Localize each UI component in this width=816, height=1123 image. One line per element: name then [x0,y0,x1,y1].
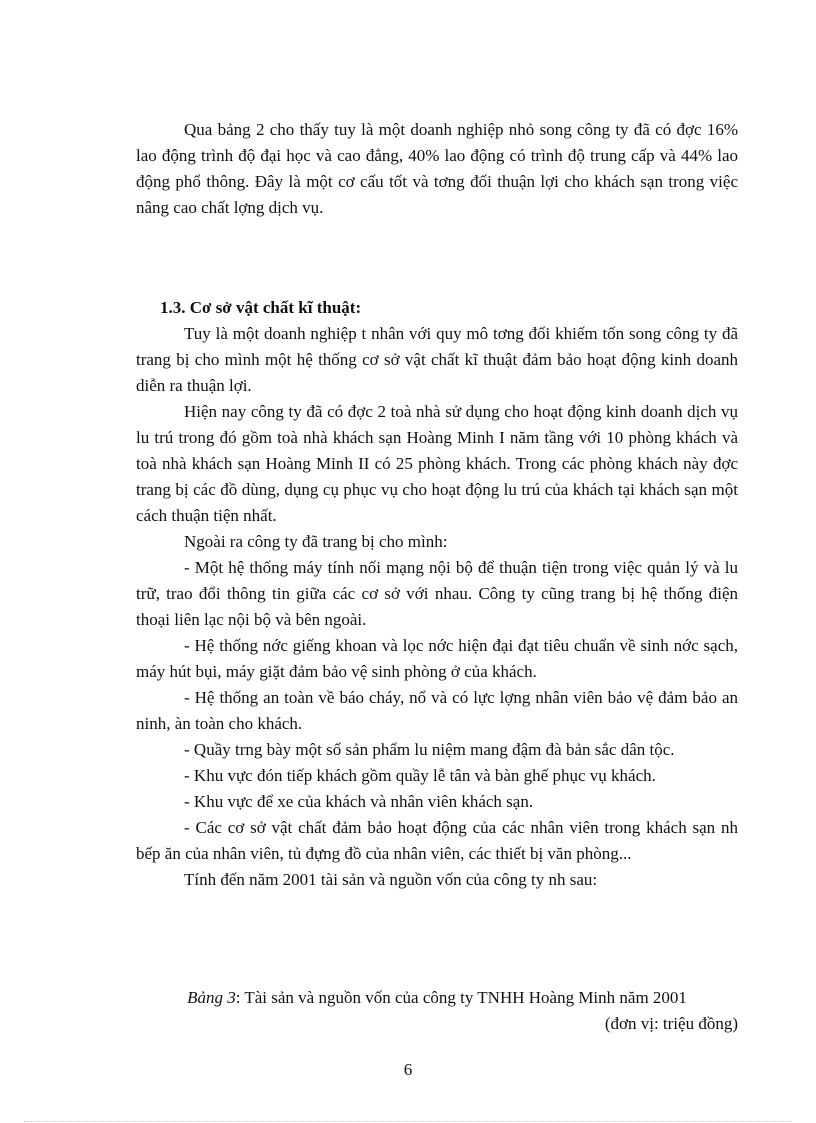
body-paragraph: Tuy là một doanh nghiệp t nhân với quy mô tơng đối khiếm tốn song công ty đã trang bị cho mình một hệ thống cơ sở vật chất kĩ thuật đảm bảo hoạt động kinh doanh diễn ra thuận lợi. [136,324,738,395]
list-item: - Một hệ thống máy tính nối mạng nội bộ để thuận tiện trong việc quản lý và lu trữ, trao đổi thông tin giữa các cơ sở với nhau. Công ty cũng trang bị hệ thống điện thoại liên lạc nội bộ và bên ngoài. [136,558,738,629]
body-paragraph: Ngoài ra công ty đã trang bị cho mình: [184,532,448,551]
list-item: - Quầy trng bày một số sản phẩm lu niệm mang đậm đà bản sắc dân tộc. [184,740,675,759]
caption-unit: (đơn vị: triệu đồng) [604,1014,738,1033]
list-item: - Khu vực để xe của khách và nhân viên khách sạn. [184,792,534,811]
body-paragraph: Hiện nay công ty đã có đợc 2 toà nhà sử dụng cho hoạt động kinh doanh dịch vụ lu trú trong đó gồm toà nhà khách sạn Hoàng Minh I năm tầng với 10 phòng khách và toà nhà khách sạn Hoàng Minh II có 25 phòng khách. Trong các phòng khách này đợc trang bị các đồ dùng, dụng cụ phục vụ cho hoạt động lu trú của khách tại khách sạn một cách thuận tiện nhất. [136,402,738,525]
intro-paragraph: Qua bảng 2 cho thấy tuy là một doanh nghiệp nhỏ song công ty đã có đợc 16% lao động trình độ đại học và cao đẳng, 40% lao động có trình độ trung cấp và 44% lao động phổ thông. Đây là một cơ cấu tốt và tơng đối thuận lợi cho khách sạn trong việc nâng cao chất lợng dịch vụ. [136,120,738,217]
list-item: - Các cơ sở vật chất đảm bảo hoạt động của các nhân viên trong khách sạn nh bếp ăn của nhân viên, tủ đựng đồ của nhân viên, các thiết bị văn phòng... [136,818,738,863]
list-item: - Hệ thống an toàn về báo cháy, nổ và có lực lợng nhân viên bảo vệ đảm bảo an ninh, àn toàn cho khách. [136,688,738,733]
caption-text: : Tài sản và nguồn vốn của công ty TNHH Hoàng Minh năm 2001 [235,988,687,1007]
table-caption [136,985,738,1037]
body-paragraph: Tính đến năm 2001 tài sản và nguồn vốn của công ty nh sau: [184,870,598,889]
section-heading: 1.3. Cơ sở vật chất kĩ thuật: [160,298,362,317]
caption-label: Bảng 3 [187,988,236,1007]
caption-title [136,985,738,1011]
intro-block [136,117,738,221]
page-bottom-divider [24,1121,792,1122]
list-item: - Hệ thống nớc giếng khoan và lọc nớc hiện đại đạt tiêu chuẩn về sinh nớc sạch, máy hút bụi, máy giặt đảm bảo vệ sinh phòng ở của khách. [136,636,738,681]
facilities-section [136,295,738,893]
page-number: 6 [403,1060,413,1079]
list-item: - Khu vực đón tiếp khách gồm quầy lễ tân và bàn ghế phục vụ khách. [184,766,656,785]
